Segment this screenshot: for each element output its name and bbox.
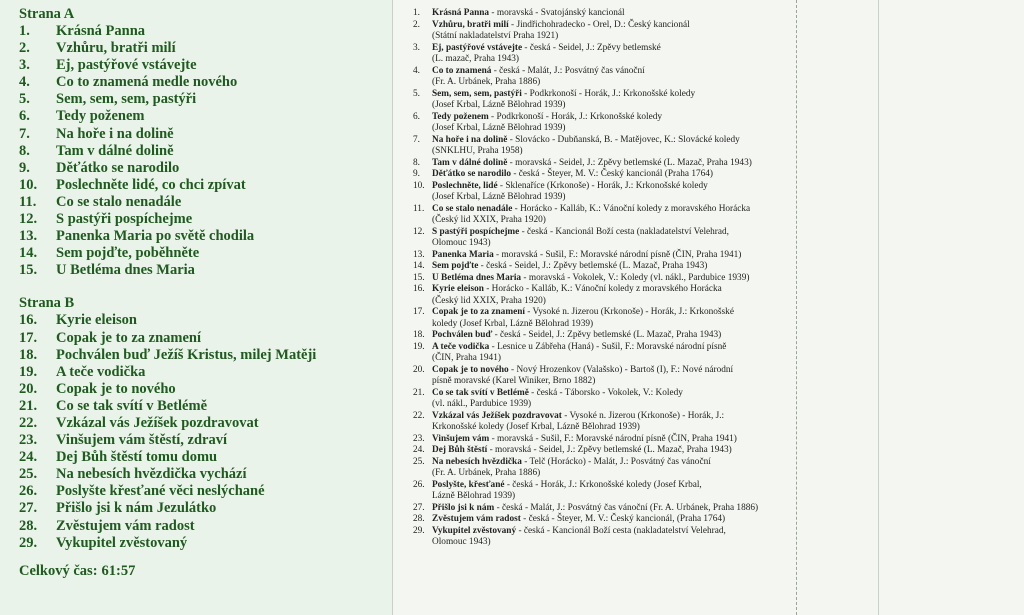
note-source: - Horácko - Kalláb, K.: Vánoční koledy z moravského Horácka [483, 284, 722, 294]
track-number: 8. [19, 142, 30, 159]
note-first-line [432, 514, 785, 526]
note-source: - česká - Seidel, J.: Zpěvy betlemské (L. Mazač, Praha 1943) [492, 330, 722, 340]
note-source: - Vysoké n. Jizerou (Krkonoše) - Horák, J.: [561, 410, 725, 421]
track-item [19, 364, 316, 381]
track-number: 22. [19, 414, 38, 431]
note-first-line [432, 284, 785, 296]
note-number: 8. [413, 157, 420, 168]
note-item [413, 457, 785, 480]
track-item [19, 432, 316, 449]
note-number: 2. [413, 19, 420, 30]
note-first-line [432, 20, 785, 32]
side-a-heading: Strana A [19, 6, 75, 22]
note-number: 24. [413, 445, 425, 455]
note-title: Copak je to za znamení [432, 307, 525, 317]
side-b-heading: Strana B [19, 295, 75, 312]
track-number: 3. [19, 57, 30, 74]
note-title: Ej, pastýřové vstávejte [432, 42, 523, 53]
note-source-line: Lázně Bělohrad 1939) [432, 491, 516, 501]
note-title: Tam v dálné dolině [432, 157, 508, 168]
note-item [413, 43, 785, 66]
note-source: - česká - Seidel, J.: Zpěvy betlemské [522, 42, 661, 53]
note-source: - česká - Šteyer, M. V.: Český kancionál (Praha 1764) [511, 169, 714, 179]
track-title: Sem pojďte, poběhněte [56, 245, 200, 262]
note-number: 26. [413, 479, 425, 490]
note-source: - moravská - Sušil, F.: Moravské národní písně (ČIN, Praha 1941) [489, 433, 737, 444]
note-number: 1. [413, 8, 420, 18]
note-first-line [432, 204, 785, 216]
track-title: Sem, sem, sem, pastýři [56, 91, 197, 108]
track-item [19, 177, 316, 194]
note-title: U Betléma dnes Maria [432, 272, 522, 283]
track-number: 17. [19, 329, 38, 346]
note-number: 17. [413, 307, 425, 317]
note-source-line: (Český lid XXIX, Praha 1920) [432, 295, 546, 306]
note-source-line: Olomouc 1943) [432, 238, 491, 248]
note-source: - moravská - Seidel, J.: Zpěvy betlemské (L. Mazač, Praha 1943) [507, 157, 752, 168]
track-number: 6. [19, 108, 30, 125]
track-item [19, 398, 316, 415]
note-number: 19. [413, 341, 425, 352]
track-number: 13. [19, 228, 38, 245]
track-number: 29. [19, 534, 38, 551]
track-item [19, 381, 316, 398]
note-title: Poslechněte, lidé [432, 180, 498, 191]
fold-line [796, 0, 797, 615]
note-source-line: (Josef Krbal, Lázně Bělohrad 1939) [432, 100, 566, 110]
side-b-tracks [19, 312, 316, 551]
note-source-line: (Josef Krbal, Lázně Bělohrad 1939) [432, 192, 566, 202]
note-number: 21. [413, 387, 425, 398]
note-first-line [432, 330, 785, 342]
track-item [19, 330, 316, 347]
note-number: 28. [413, 514, 425, 524]
note-source: - česká - Táborsko - Vokolek, V.: Koledy [528, 387, 683, 398]
note-item [413, 227, 785, 250]
track-item [19, 57, 316, 74]
note-item [413, 434, 785, 446]
track-number: 9. [19, 159, 30, 176]
track-notes [413, 8, 785, 549]
note-number: 16. [413, 284, 425, 294]
note-title: Vzkázal vás Ježíšek pozdravovat [432, 410, 562, 421]
note-item [413, 169, 785, 181]
note-number: 22. [413, 410, 425, 421]
note-item [413, 273, 785, 285]
note-item [413, 411, 785, 434]
note-item [413, 158, 785, 170]
track-number: 25. [19, 466, 38, 483]
track-title: Kyrie eleison [56, 312, 137, 329]
note-item [413, 445, 785, 457]
track-number: 11. [19, 193, 37, 210]
track-item [19, 108, 316, 125]
note-first-line [432, 181, 785, 193]
note-source: - Horácko - Kalláb, K.: Vánoční koledy z moravského Horácka [512, 203, 751, 214]
track-number: 1. [19, 23, 30, 39]
note-title: Copak je to nového [432, 364, 509, 375]
track-title: Panenka Maria po světě chodila [56, 228, 255, 245]
note-first-line [432, 411, 785, 423]
note-number: 29. [413, 525, 425, 536]
note-number: 25. [413, 456, 425, 467]
side-a-tracks [19, 23, 316, 279]
panel-divider [392, 0, 393, 615]
note-title: Na hoře i na dolině [432, 134, 508, 145]
note-source: - česká - Šteyer, M. V.: Český kancionál, (Praha 1764) [520, 514, 726, 524]
track-number: 7. [19, 125, 30, 142]
track-title: Pochválen buď Ježíš Kristus, milej Matěji [56, 346, 317, 363]
track-number: 5. [19, 91, 30, 108]
track-item [19, 74, 316, 91]
note-first-line [432, 445, 785, 457]
total-time-label: Celkový čas: [19, 562, 98, 579]
note-first-line [432, 342, 785, 354]
note-title: Sem pojďte [432, 261, 479, 271]
track-title: U Betléma dnes Maria [56, 262, 195, 279]
track-title: Přišlo jsi k nám Jezulátko [56, 500, 217, 517]
note-number: 4. [413, 65, 420, 76]
track-item [19, 518, 316, 535]
note-number: 15. [413, 272, 425, 283]
note-title: Přišlo jsi k nám [432, 502, 495, 513]
track-number: 16. [19, 312, 38, 329]
note-first-line [432, 250, 785, 262]
total-time-value: 61:57 [101, 562, 136, 579]
note-first-line [432, 273, 785, 285]
track-number: 21. [19, 397, 38, 414]
note-source: - Jindřichohradecko - Orel, D.: Český kancionál [508, 19, 690, 30]
note-item [413, 181, 785, 204]
track-item [19, 91, 316, 108]
track-item [19, 466, 316, 483]
note-number: 13. [413, 249, 425, 260]
fold-line-2 [878, 0, 879, 615]
note-number: 18. [413, 330, 425, 340]
note-title: Co se stalo nenadále [432, 203, 513, 214]
track-item [19, 535, 316, 552]
note-number: 27. [413, 502, 425, 513]
note-item [413, 261, 785, 273]
track-title: Poslechněte lidé, co chci zpívat [56, 176, 246, 193]
note-number: 3. [413, 42, 420, 53]
note-item [413, 526, 785, 549]
note-number: 14. [413, 261, 425, 271]
note-first-line [432, 89, 785, 101]
track-item [19, 211, 316, 228]
track-title: Dej Bůh štěstí tomu domu [56, 449, 218, 466]
note-source: - Vysoké n. Jizerou (Krkonoše) - Horák, J.: Krkonošské [524, 307, 734, 317]
note-title: Sem, sem, sem, pastýři [432, 88, 522, 99]
note-source: - česká - Kancionál Boží cesta (nakladatelství Velehrad, [516, 525, 726, 536]
track-title: Tedy poženem [56, 108, 145, 125]
note-item [413, 342, 785, 365]
note-title: Co to znamená [432, 65, 492, 76]
track-title: Vinšujem vám štěstí, zdraví [56, 432, 228, 449]
note-item [413, 480, 785, 503]
track-item [19, 312, 316, 329]
track-item [19, 160, 316, 177]
track-item [19, 126, 316, 143]
note-source-line: Krkonošské koledy (Josef Krbal, Lázně Bělohrad 1939) [432, 422, 640, 432]
track-number: 28. [19, 517, 38, 534]
note-source: - Sklenaříce (Krkonoše) - Horák, J.: Krkonošské koledy [497, 180, 708, 191]
note-source: - moravská - Vokolek, V.: Koledy (vl. nákl., Pardubice 1939) [521, 272, 750, 283]
track-number: 15. [19, 262, 38, 279]
note-title: S pastýři pospíchejme [432, 226, 520, 237]
note-source: - Podkrkonoší - Horák, J.: Krkonošské koledy [521, 88, 696, 99]
track-title: Vzhůru, bratři milí [56, 40, 176, 57]
note-source-line: (Český lid XXIX, Praha 1920) [432, 215, 546, 225]
note-title: Zvěstujem vám radost [432, 514, 521, 524]
track-title: Co se tak svítí v Betlémě [56, 397, 208, 414]
note-source: - česká - Horák, J.: Krkonošské koledy (Josef Krbal, [504, 479, 702, 490]
note-first-line [432, 112, 785, 124]
track-item [19, 40, 316, 57]
note-number: 10. [413, 180, 425, 191]
total-time [19, 563, 316, 580]
note-number: 11. [413, 203, 425, 214]
note-first-line [432, 480, 785, 492]
note-source-line: Olomouc 1943) [432, 537, 491, 547]
note-source: - česká - Kancionál Boží cesta (nakladatelství Velehrad, [519, 226, 729, 237]
note-first-line [432, 169, 785, 181]
note-source: - česká - Malát, J.: Posvátný čas vánoční (Fr. A. Urbánek, Praha 1886) [494, 502, 759, 513]
track-title: Copak je to za znamení [56, 329, 201, 346]
track-number: 12. [19, 211, 38, 228]
note-first-line [432, 365, 785, 377]
note-source-line: koledy (Josef Krbal, Lázně Bělohrad 1939) [432, 318, 594, 329]
track-number: 23. [19, 432, 38, 449]
note-number: 9. [413, 169, 420, 179]
note-item [413, 112, 785, 135]
note-item [413, 8, 785, 20]
note-title: Panenka Maria [432, 249, 494, 260]
note-item [413, 66, 785, 89]
note-title: Děťátko se narodilo [432, 169, 512, 179]
track-item [19, 262, 316, 279]
note-item [413, 204, 785, 227]
note-item [413, 503, 785, 515]
note-title: Kyrie eleison [432, 284, 484, 294]
track-number: 14. [19, 245, 38, 262]
track-item [19, 245, 316, 262]
note-item [413, 514, 785, 526]
note-item [413, 307, 785, 330]
track-title: Krásná Panna [56, 23, 146, 39]
note-first-line [432, 307, 785, 319]
note-first-line [432, 434, 785, 446]
note-source: - moravská - Sušil, F.: Moravské národní písně (ČIN, Praha 1941) [493, 249, 742, 260]
track-title: Na hoře i na dolině [56, 125, 174, 142]
note-item [413, 388, 785, 411]
note-number: 20. [413, 364, 425, 375]
note-source: - Slovácko - Dubňanská, B. - Matějovec, K.: Slovácké koledy [507, 134, 740, 145]
note-source: - česká - Malát, J.: Posvátný čas vánoční [491, 65, 645, 76]
note-first-line [432, 158, 785, 170]
note-title: Vykupitel zvěstovaný [432, 525, 517, 536]
track-number: 18. [19, 346, 38, 363]
note-title: Vzhůru, bratři milí [432, 19, 509, 30]
track-title: Děťátko se narodilo [56, 159, 180, 176]
track-number: 19. [19, 363, 38, 380]
track-number: 2. [19, 40, 30, 57]
track-title: Ej, pastýřové vstávejte [56, 57, 197, 74]
note-source: - moravská - Seidel, J.: Zpěvy betlemské (L. Mazač, Praha 1943) [487, 445, 732, 455]
note-first-line [432, 43, 785, 55]
note-number: 6. [413, 111, 420, 122]
note-first-line [432, 66, 785, 78]
note-title: Krásná Panna [432, 8, 490, 18]
note-item [413, 135, 785, 158]
note-source-line: (ČIN, Praha 1941) [432, 353, 501, 363]
note-source-line: písně moravské (Karel Winiker, Brno 1882) [432, 376, 596, 386]
note-item [413, 250, 785, 262]
track-title: Na nebesích hvězdička vychází [56, 466, 247, 483]
note-title: Poslyšte, křesťané [432, 479, 505, 490]
track-number: 27. [19, 500, 38, 517]
track-item [19, 415, 316, 432]
note-source-line: (SNKLHU, Praha 1958) [432, 146, 523, 156]
track-title: Tam v dálné dolině [56, 142, 174, 159]
note-number: 5. [413, 88, 420, 99]
track-title: Copak je to nového [56, 380, 176, 397]
track-title: Poslyšte křesťané věci neslýchané [56, 483, 265, 500]
note-source: - Podkrkonoší - Horák, J.: Krkonošské koledy [488, 111, 663, 122]
track-title: Zvěstujem vám radost [56, 517, 195, 534]
note-source-line: (L. mazač, Praha 1943) [432, 54, 519, 64]
track-number: 20. [19, 380, 38, 397]
note-source: - Telč (Horácko) - Malát, J.: Posvátný čas vánoční [521, 456, 711, 467]
note-first-line [432, 227, 785, 239]
note-first-line [432, 457, 785, 469]
note-title: A teče vodička [432, 341, 490, 352]
note-number: 12. [413, 226, 425, 237]
track-title: Vzkázal vás Ježíšek pozdravovat [56, 414, 259, 431]
note-title: Pochválen buď [432, 330, 493, 340]
note-first-line [432, 388, 785, 400]
note-item [413, 330, 785, 342]
track-number: 4. [19, 74, 30, 91]
note-source-line: (Státní nakladatelství Praha 1921) [432, 31, 559, 41]
note-first-line [432, 135, 785, 147]
note-source: - Lesnice u Zábřeha (Haná) - Sušil, F.: Moravské národní písně [489, 341, 727, 352]
tracklist [19, 6, 316, 580]
note-number: 23. [413, 433, 425, 444]
note-source-line: (Fr. A. Urbánek, Praha 1886) [432, 468, 541, 478]
note-source: - Nový Hrozenkov (Valašsko) - Bartoš (I), F.: Nové národní [508, 364, 734, 375]
track-item [19, 194, 316, 211]
track-item [19, 483, 316, 500]
note-title: Vinšujem vám [432, 433, 490, 444]
track-number: 24. [19, 449, 38, 466]
note-first-line [432, 526, 785, 538]
track-title: Co to znamená medle nového [56, 74, 238, 91]
note-source-line: (Josef Krbal, Lázně Bělohrad 1939) [432, 123, 566, 133]
note-item [413, 365, 785, 388]
track-item [19, 347, 316, 364]
note-source-line: (vl. nákl., Pardubice 1939) [432, 399, 532, 409]
note-source: - moravská - Svatojánský kancionál [489, 8, 625, 18]
track-number: 26. [19, 483, 38, 500]
track-title: S pastýři pospíchejme [56, 211, 193, 228]
note-source-line: (Fr. A. Urbánek, Praha 1886) [432, 77, 541, 87]
note-title: Co se tak svítí v Betlémě [432, 387, 529, 398]
note-first-line [432, 503, 785, 515]
note-first-line [432, 8, 785, 20]
track-item [19, 500, 316, 517]
note-title: Tedy poženem [432, 111, 489, 122]
track-item [19, 23, 316, 40]
note-number: 7. [413, 134, 420, 145]
note-item [413, 20, 785, 43]
track-title: A teče vodička [56, 363, 146, 380]
note-source: - česká - Seidel, J.: Zpěvy betlemské (L. Mazač, Praha 1943) [478, 261, 708, 271]
track-title: Vykupitel zvěstovaný [56, 534, 188, 551]
track-number: 10. [19, 176, 38, 193]
note-first-line [432, 261, 785, 273]
track-item [19, 228, 316, 245]
note-item [413, 284, 785, 307]
note-title: Dej Bůh štěstí [432, 445, 488, 455]
track-title: Co se stalo nenadále [56, 193, 182, 210]
track-item [19, 143, 316, 160]
note-title: Na nebesích hvězdička [432, 456, 522, 467]
note-item [413, 89, 785, 112]
track-item [19, 449, 316, 466]
